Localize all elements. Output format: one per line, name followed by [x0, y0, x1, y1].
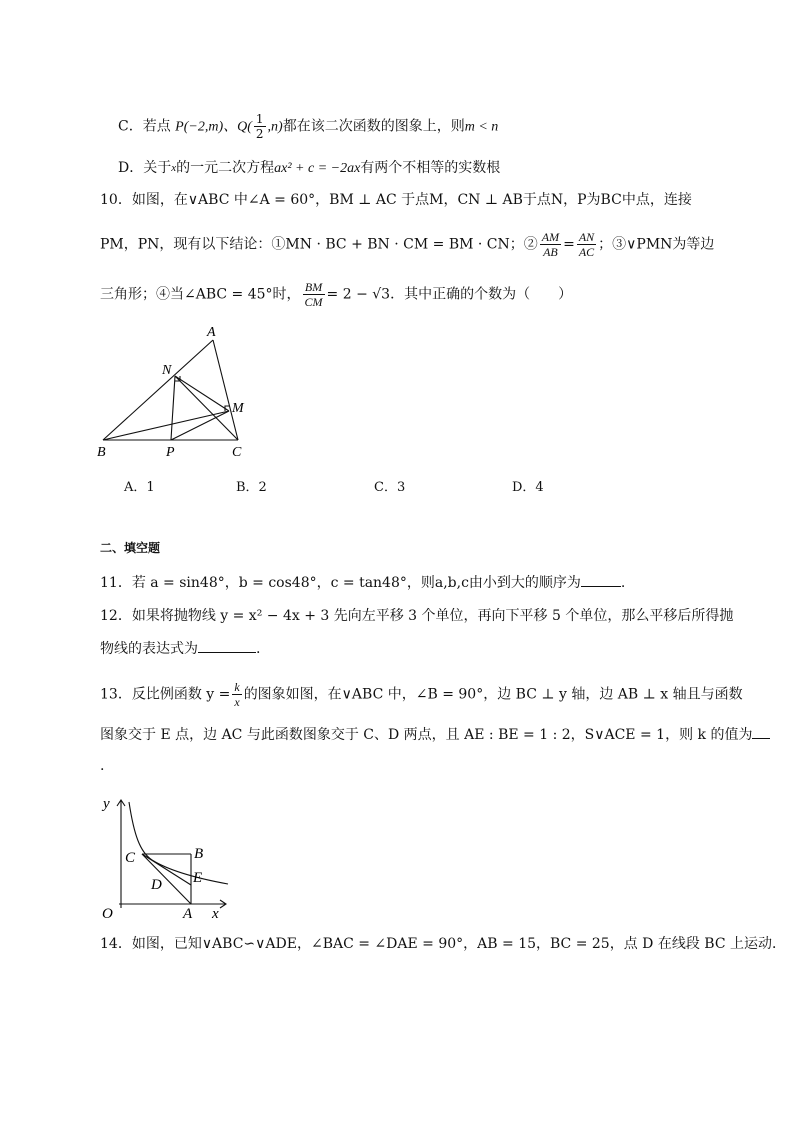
label-c: C: [232, 445, 242, 460]
fraction-k-x: $\frac{k}{x}$: [234, 680, 240, 709]
q10-triangle-figure: [92, 322, 262, 462]
q10-option-b: B．2: [236, 480, 267, 495]
label-p: P: [166, 445, 175, 460]
q10-option-c: C．3: [374, 480, 406, 495]
section-heading: 二、填空题: [100, 541, 161, 555]
q10-option-d: D．4: [512, 480, 544, 495]
label-a: A: [207, 325, 216, 340]
label-d: D: [151, 877, 162, 893]
label-x: x: [212, 906, 219, 922]
answer-blank: [752, 724, 770, 739]
fraction-am-ab: $\frac{AM}{AB}$: [541, 230, 560, 259]
label-b: B: [97, 445, 106, 460]
label-c: C: [125, 850, 136, 866]
label-n: N: [162, 363, 172, 378]
answer-blank: [581, 572, 621, 587]
q11: 11．若 a = sin48°，b = cos48°，c = tan48°，则a,b,c由小到大的顺序为 .: [100, 572, 625, 593]
q9-option-c: C．若点 P(−2,m)、Q( $\frac{1}{2}$ ,n)都在该二次函数的图象上，则m < n: [118, 112, 499, 141]
q13-line-2: 图象交于 E 点，边 AC 与此函数图象交于 C、D 两点，且 AE : BE = 1 : 2，S∨ACE = 1，则 k 的值为: [100, 724, 770, 745]
q10-option-a: A．1: [124, 480, 155, 495]
q12-line-2: 物线的表达式为 .: [100, 638, 260, 659]
fraction-half: $\frac{1}{2}$: [255, 112, 264, 141]
q14: 14．如图，已知∨ABC∽∨ADE，∠BAC = ∠DAE = 90°，AB = 15，BC = 25，点 D 在线段 BC 上运动．: [100, 936, 786, 952]
label-m: M: [232, 401, 244, 416]
q10-line-2: PM，PN，现有以下结论：①MN · BC + BN · CM = BM · CN；② $\frac{AM}{AB}$ = $\frac{AN}{AC}$ ；③∨PMN为等边: [100, 230, 715, 259]
q13-line-1: 13．反比例函数 y = $\frac{k}{x}$ 的图象如图，在∨ABC 中，∠B = 90°，边 BC ⊥ y 轴，边 AB ⊥ x 轴且与函数: [100, 680, 743, 709]
label-a: A: [183, 906, 193, 922]
fraction-an-ac: $\frac{AN}{AC}$: [578, 230, 595, 259]
q12-line-1: 12．如果将抛物线 y = x² − 4x + 3 先向左平移 3 个单位，再向下平移 5 个单位，那么平移后所得抛: [100, 608, 734, 624]
q10-line-3: 三角形；④当∠ABC = 45°时， $\frac{BM}{CM}$ = 2 − √3．其中正确的个数为（ ）: [100, 280, 573, 309]
q13-hyperbola-figure: [98, 792, 238, 922]
label-y: y: [103, 796, 110, 812]
fraction-bm-cm: $\frac{BM}{CM}$: [304, 280, 323, 309]
q9-option-d: D．关于$^x$的一元二次方程ax² + c = −2ax有两个不相等的实数根: [118, 160, 501, 176]
q13-line-3: .: [100, 758, 105, 774]
answer-blank: [198, 638, 256, 653]
label-o: O: [102, 906, 113, 922]
label-b: B: [194, 846, 204, 862]
label-e: E: [193, 870, 203, 886]
q10-line-1: 10．如图，在∨ABC 中∠A = 60°，BM ⊥ AC 于点M，CN ⊥ AB于点N，P为BC中点，连接: [100, 192, 692, 208]
